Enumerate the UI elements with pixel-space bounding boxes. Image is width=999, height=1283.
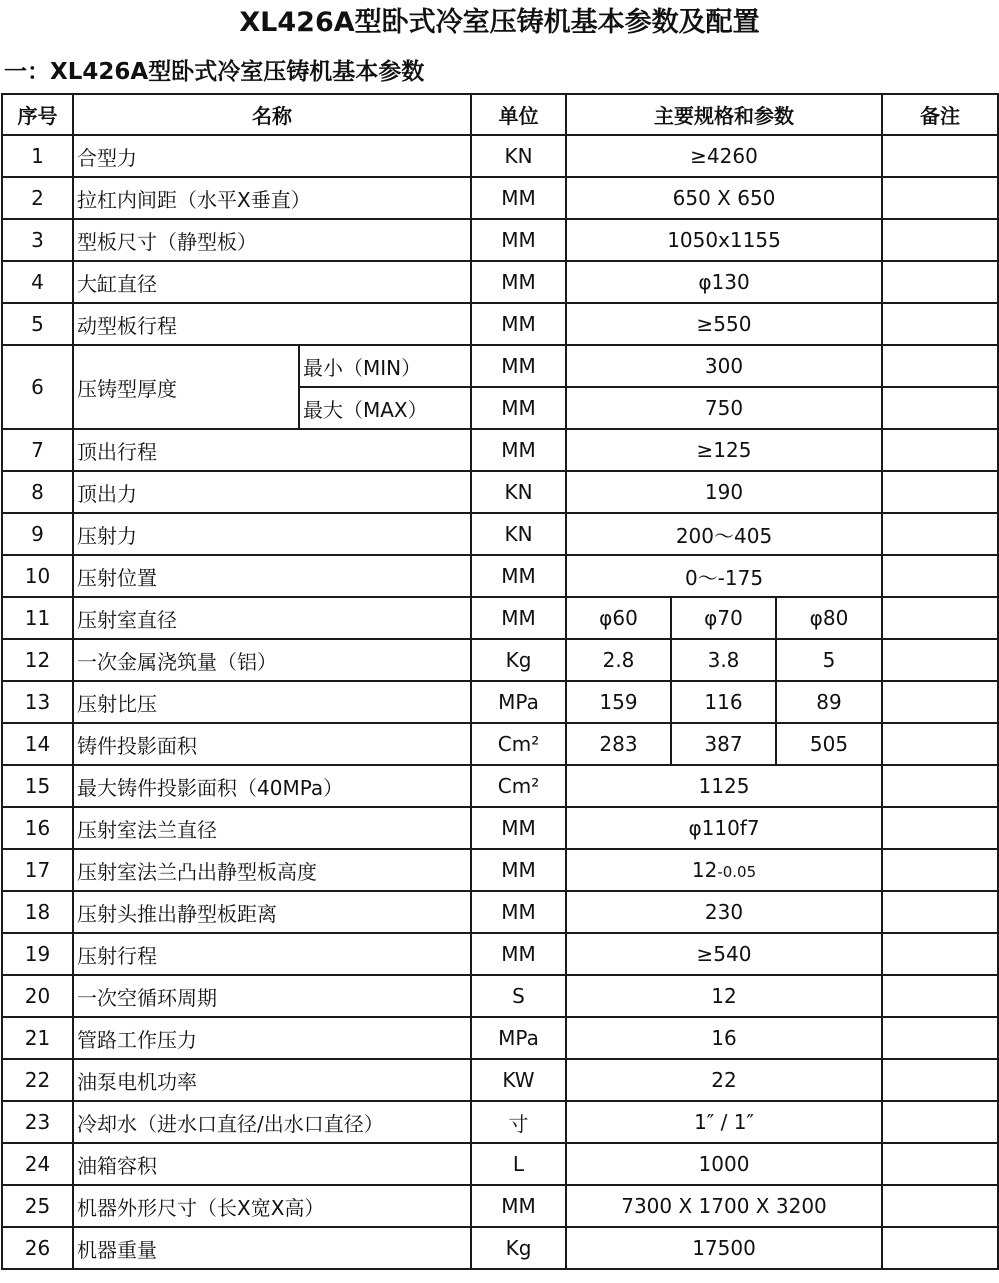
row-unit: MM [471, 597, 566, 639]
row-unit: MM [471, 1185, 566, 1227]
row-name: 顶出行程 [73, 429, 471, 471]
row-no: 15 [2, 765, 73, 807]
table-row [2, 1143, 998, 1185]
header-no: 序号 [2, 94, 73, 135]
row-name: 最大铸件投影面积（40MPa） [73, 765, 471, 807]
row-unit: Cm² [471, 723, 566, 765]
row-name: 机器重量 [73, 1227, 471, 1269]
row-no: 23 [2, 1101, 73, 1143]
row-remark [882, 1143, 998, 1185]
row-remark [882, 135, 998, 177]
row-no: 12 [2, 639, 73, 681]
table-row [2, 177, 998, 219]
table-row [2, 1017, 998, 1059]
table-row [2, 261, 998, 303]
row-name: 压射力 [73, 513, 471, 555]
row-unit: MM [471, 345, 566, 387]
row-unit: KN [471, 471, 566, 513]
row-remark [882, 807, 998, 849]
row-unit: Cm² [471, 765, 566, 807]
row-value: 16 [566, 1017, 882, 1059]
table-row [2, 681, 998, 723]
row-no: 3 [2, 219, 73, 261]
row-remark [882, 765, 998, 807]
table-row [2, 1059, 998, 1101]
row-remark [882, 261, 998, 303]
row-value: φ130 [566, 261, 882, 303]
row-value [566, 849, 882, 891]
row-remark [882, 177, 998, 219]
row-name: 一次金属浇筑量（铝） [73, 639, 471, 681]
header-name: 名称 [73, 94, 471, 135]
row-no: 16 [2, 807, 73, 849]
value-tolerance: -0.05 [717, 863, 757, 881]
row-remark [882, 723, 998, 765]
row-no: 22 [2, 1059, 73, 1101]
row-value: 200～405 [566, 513, 882, 555]
row-name: 压射行程 [73, 933, 471, 975]
row-remark [882, 513, 998, 555]
row-value-option: 2.8 [566, 639, 671, 681]
header-spec: 主要规格和参数 [566, 94, 882, 135]
row-unit: MM [471, 219, 566, 261]
row-name: 动型板行程 [73, 303, 471, 345]
row-remark [882, 387, 998, 429]
row-no: 2 [2, 177, 73, 219]
row-unit: MM [471, 807, 566, 849]
row-name: 大缸直径 [73, 261, 471, 303]
row-unit: MM [471, 849, 566, 891]
row-remark [882, 345, 998, 387]
row-value: 300 [566, 345, 882, 387]
header-unit: 单位 [471, 94, 566, 135]
row-no: 13 [2, 681, 73, 723]
row-value-option: 3.8 [671, 639, 776, 681]
row-remark [882, 429, 998, 471]
row-value: 1125 [566, 765, 882, 807]
table-row [2, 933, 998, 975]
row-remark [882, 1101, 998, 1143]
row-value: 1050x1155 [566, 219, 882, 261]
row-remark [882, 1185, 998, 1227]
row-name: 一次空循环周期 [73, 975, 471, 1017]
row-unit: MM [471, 261, 566, 303]
row-unit: Kg [471, 1227, 566, 1269]
table-row [2, 429, 998, 471]
table-row [2, 975, 998, 1017]
row-remark [882, 555, 998, 597]
row-value: 230 [566, 891, 882, 933]
row-name: 合型力 [73, 135, 471, 177]
row-unit: MM [471, 555, 566, 597]
row-value: 1″ / 1″ [566, 1101, 882, 1143]
row-name: 压射室法兰凸出静型板高度 [73, 849, 471, 891]
table-row [2, 1101, 998, 1143]
table-row [2, 849, 998, 891]
table-row [2, 891, 998, 933]
row-remark [882, 597, 998, 639]
row-no: 9 [2, 513, 73, 555]
row-value-option: 89 [776, 681, 882, 723]
row-name: 机器外形尺寸（长X宽X高） [73, 1185, 471, 1227]
table-row [2, 303, 998, 345]
row-unit: S [471, 975, 566, 1017]
row-remark [882, 1059, 998, 1101]
row-unit: MM [471, 891, 566, 933]
table-row [2, 345, 998, 387]
row-name: 油箱容积 [73, 1143, 471, 1185]
row-no: 18 [2, 891, 73, 933]
row-no: 20 [2, 975, 73, 1017]
row-unit: MM [471, 303, 566, 345]
table-row [2, 135, 998, 177]
row-unit: Kg [471, 639, 566, 681]
row-name: 压射室直径 [73, 597, 471, 639]
row-remark [882, 639, 998, 681]
row-value: 12 [566, 975, 882, 1017]
value-main: 12 [691, 858, 718, 882]
row-value-option: φ70 [671, 597, 776, 639]
row-no: 10 [2, 555, 73, 597]
row-unit: MM [471, 177, 566, 219]
row-value-option: 116 [671, 681, 776, 723]
row-value-option: 283 [566, 723, 671, 765]
document-title: XL426A型卧式冷室压铸机基本参数及配置 [239, 7, 760, 38]
row-no: 11 [2, 597, 73, 639]
table-row [2, 765, 998, 807]
row-no: 7 [2, 429, 73, 471]
row-unit: KW [471, 1059, 566, 1101]
row-name: 管路工作压力 [73, 1017, 471, 1059]
row-unit: KN [471, 513, 566, 555]
row-value-option: φ80 [776, 597, 882, 639]
row-no: 25 [2, 1185, 73, 1227]
table-row [2, 597, 998, 639]
row-remark [882, 891, 998, 933]
row-sub-label: 最小（MIN） [299, 345, 471, 387]
row-no: 8 [2, 471, 73, 513]
row-remark [882, 303, 998, 345]
row-remark [882, 849, 998, 891]
row-unit: MPa [471, 681, 566, 723]
row-value-option: 387 [671, 723, 776, 765]
table-row [2, 471, 998, 513]
table-row [2, 1185, 998, 1227]
row-unit: MM [471, 933, 566, 975]
row-no: 4 [2, 261, 73, 303]
row-value: ≥125 [566, 429, 882, 471]
row-name: 顶出力 [73, 471, 471, 513]
table-row [2, 555, 998, 597]
table-row [2, 513, 998, 555]
row-no: 5 [2, 303, 73, 345]
row-value: φ110f7 [566, 807, 882, 849]
row-value: ≥540 [566, 933, 882, 975]
row-value: 650 X 650 [566, 177, 882, 219]
row-value: 750 [566, 387, 882, 429]
row-name: 压铸型厚度 [73, 345, 299, 429]
row-remark [882, 1017, 998, 1059]
row-value: 22 [566, 1059, 882, 1101]
row-unit: MM [471, 387, 566, 429]
row-remark [882, 975, 998, 1017]
row-name: 油泵电机功率 [73, 1059, 471, 1101]
row-value: 190 [566, 471, 882, 513]
row-remark [882, 681, 998, 723]
section-heading: 一：XL426A型卧式冷室压铸机基本参数 [4, 59, 425, 85]
row-no: 6 [2, 345, 73, 429]
table-row [2, 639, 998, 681]
row-value-option: 5 [776, 639, 882, 681]
row-remark [882, 1227, 998, 1269]
row-value-option: φ60 [566, 597, 671, 639]
row-value: 0～-175 [566, 555, 882, 597]
header-remark: 备注 [882, 94, 998, 135]
row-no: 14 [2, 723, 73, 765]
row-name: 型板尺寸（静型板） [73, 219, 471, 261]
row-value-option: 159 [566, 681, 671, 723]
row-unit: KN [471, 135, 566, 177]
row-name: 冷却水（进水口直径/出水口直径） [73, 1101, 471, 1143]
row-name: 拉杠内间距（水平X垂直） [73, 177, 471, 219]
row-no: 19 [2, 933, 73, 975]
table-header-row [2, 94, 998, 135]
row-no: 21 [2, 1017, 73, 1059]
row-value: ≥4260 [566, 135, 882, 177]
row-remark [882, 219, 998, 261]
row-unit: MM [471, 429, 566, 471]
table-row [2, 1227, 998, 1269]
row-unit: L [471, 1143, 566, 1185]
row-name: 压射室法兰直径 [73, 807, 471, 849]
table-row [2, 723, 998, 765]
row-name: 铸件投影面积 [73, 723, 471, 765]
row-no: 24 [2, 1143, 73, 1185]
row-unit: 寸 [471, 1101, 566, 1143]
table-row [2, 807, 998, 849]
row-sub-label: 最大（MAX） [299, 387, 471, 429]
row-name: 压射比压 [73, 681, 471, 723]
row-no: 26 [2, 1227, 73, 1269]
row-no: 17 [2, 849, 73, 891]
row-remark [882, 933, 998, 975]
row-value: 7300 X 1700 X 3200 [566, 1185, 882, 1227]
spec-table [1, 93, 999, 1270]
row-unit: MPa [471, 1017, 566, 1059]
row-value-option: 505 [776, 723, 882, 765]
row-name: 压射位置 [73, 555, 471, 597]
row-no: 1 [2, 135, 73, 177]
table-row [2, 219, 998, 261]
row-remark [882, 471, 998, 513]
row-value: ≥550 [566, 303, 882, 345]
row-name: 压射头推出静型板距离 [73, 891, 471, 933]
row-value: 1000 [566, 1143, 882, 1185]
row-value: 17500 [566, 1227, 882, 1269]
